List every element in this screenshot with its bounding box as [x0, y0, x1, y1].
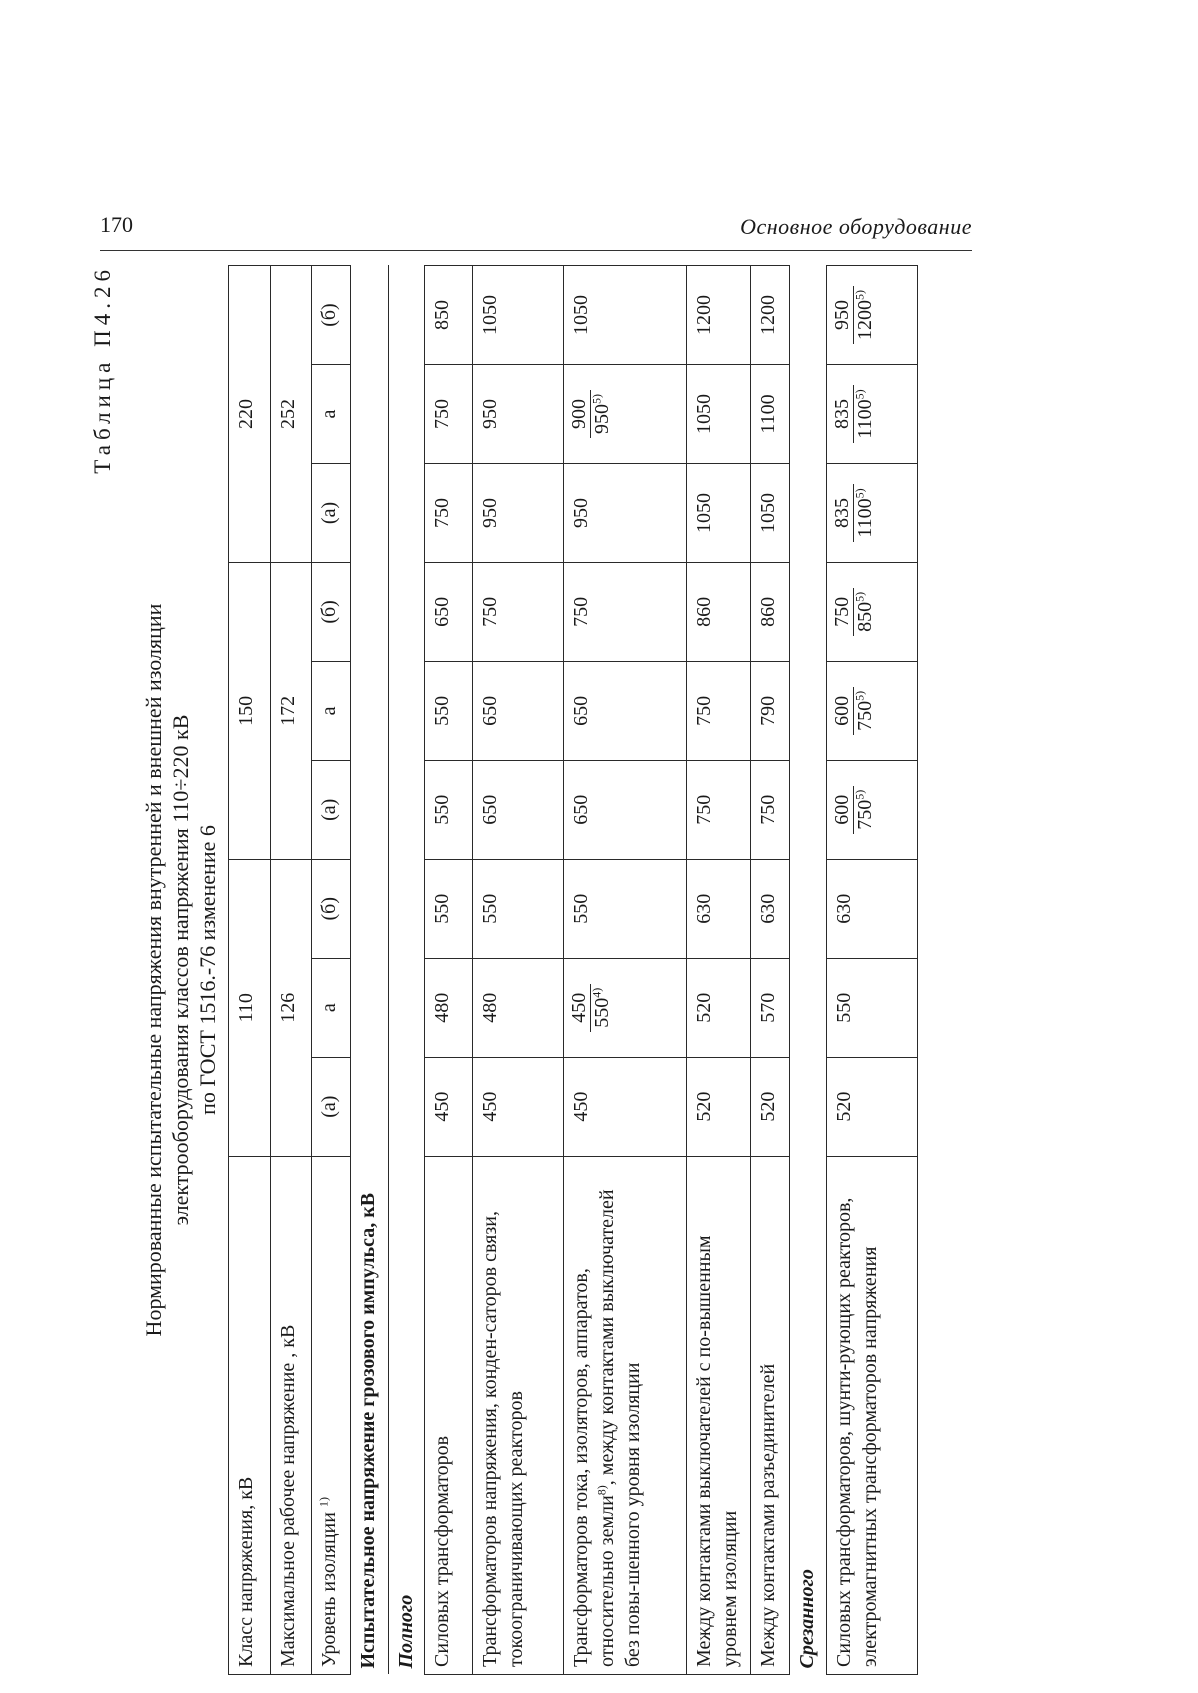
- fraction-numerator: 900: [568, 390, 591, 438]
- value-cell: 860: [686, 562, 750, 661]
- value-cell: 550: [564, 859, 686, 958]
- footnote-marker: 5): [851, 591, 866, 602]
- max-voltage-cell: 126: [270, 859, 312, 1156]
- row-label: Класс напряжения, кВ: [229, 1156, 271, 1674]
- fraction-denominator: 850$^{5)}$: [851, 591, 876, 632]
- row-label: [312, 1156, 351, 1674]
- table-row: [686, 266, 750, 1675]
- row-label: Между контактами выключателей с по-вышенным уровнем изоляции: [686, 1156, 750, 1674]
- fraction-denominator: 750$^{5)}$: [851, 690, 876, 731]
- fraction-denominator: 1200$^{5)}$: [851, 290, 876, 341]
- fraction-numerator: 600: [831, 687, 854, 735]
- fraction-value: [568, 390, 613, 438]
- value-cell: [564, 958, 686, 1057]
- value-cell: [826, 562, 917, 661]
- row-insulation-level: [312, 266, 351, 1675]
- row-label: Трансформаторов напряжения, конден-саторов связи, токоограничивающих реакторов: [472, 1156, 563, 1674]
- value-cell: 750: [750, 760, 789, 859]
- value-cell: 750: [686, 760, 750, 859]
- voltage-class-cell: 110: [229, 859, 271, 1156]
- value-cell: [826, 760, 917, 859]
- fraction-numerator: 600: [831, 786, 854, 834]
- voltage-class-cell: 150: [229, 562, 271, 859]
- fraction-numerator: 835: [831, 484, 854, 541]
- value-cell: 1050: [472, 266, 563, 365]
- value-cell: 950: [472, 464, 563, 563]
- page-header: [100, 208, 972, 251]
- row-section-title: [351, 266, 388, 1675]
- value-cell: 650: [564, 760, 686, 859]
- insulation-cell: (б): [312, 266, 351, 365]
- fraction-denominator: 950$^{5)}$: [589, 394, 614, 435]
- value-cell: [826, 661, 917, 760]
- value-cell: 750: [425, 365, 473, 464]
- value-cell: 450: [472, 1057, 563, 1156]
- value-cell: 550: [425, 859, 473, 958]
- insulation-cell: а: [312, 958, 351, 1057]
- footnote-marker: 5): [851, 488, 866, 499]
- max-voltage-cell: 252: [270, 266, 312, 563]
- value-cell: 550: [425, 661, 473, 760]
- running-title: Основное оборудование: [740, 214, 972, 239]
- footnote-marker: 5): [851, 389, 866, 400]
- value-cell: 750: [472, 562, 563, 661]
- fraction-value: [831, 286, 876, 344]
- value-cell: 1050: [564, 266, 686, 365]
- footnote-marker: 8): [594, 1485, 609, 1496]
- value-cell: 790: [750, 661, 789, 760]
- max-voltage-cell: 172: [270, 562, 312, 859]
- value-cell: [826, 266, 917, 365]
- value-cell: 630: [826, 859, 917, 958]
- caption-line: Нормированные испытательные напряжения внутренней и внешней изоляции: [141, 603, 166, 1337]
- fraction-value: [568, 984, 613, 1032]
- fraction-numerator: 750: [831, 588, 854, 636]
- norms-table: [228, 265, 918, 1675]
- fraction-denominator: 1100$^{5)}$: [851, 488, 876, 538]
- fraction-value: [831, 588, 876, 636]
- caption-line: по ГОСТ 1516.-76 изменение 6: [195, 825, 220, 1115]
- footnote-marker: 5): [851, 690, 866, 701]
- value-cell: [564, 365, 686, 464]
- row-label: [564, 1156, 686, 1674]
- value-cell: 480: [472, 958, 563, 1057]
- fraction-denominator: 750$^{5)}$: [851, 789, 876, 830]
- table-caption: [140, 275, 221, 1665]
- value-cell: 750: [564, 562, 686, 661]
- value-cell: 520: [686, 958, 750, 1057]
- value-cell: 480: [425, 958, 473, 1057]
- table-row: [425, 266, 473, 1675]
- value-cell: 650: [425, 562, 473, 661]
- row-subsection-chopped: [790, 266, 826, 1675]
- footnote-marker: 5): [851, 789, 866, 800]
- table-row: [564, 266, 686, 1675]
- value-cell: 1100: [750, 365, 789, 464]
- fraction-numerator: 950: [831, 286, 854, 344]
- value-cell: 1050: [750, 464, 789, 563]
- value-cell: 520: [826, 1057, 917, 1156]
- table-row: [472, 266, 563, 1675]
- section-title: Испытательное напряжение грозового импульса, кВ: [351, 266, 388, 1675]
- row-label: Силовых трансформаторов, шунти-рующих реакторов, электромагнитных трансформаторов напряжения: [826, 1156, 917, 1674]
- fraction-value: [831, 385, 876, 442]
- value-cell: 750: [686, 661, 750, 760]
- fraction-numerator: 450: [568, 984, 591, 1032]
- value-cell: 570: [750, 958, 789, 1057]
- footnote-marker: 4): [589, 987, 604, 998]
- voltage-class-cell: 220: [229, 266, 271, 563]
- subsection-full: Полного: [388, 266, 424, 1675]
- fraction-value: [831, 687, 876, 735]
- value-cell: 630: [750, 859, 789, 958]
- value-cell: [826, 464, 917, 563]
- value-cell: 1200: [686, 266, 750, 365]
- insulation-cell: (б): [312, 859, 351, 958]
- value-cell: 520: [750, 1057, 789, 1156]
- fraction-value: [831, 786, 876, 834]
- insulation-cell: (б): [312, 562, 351, 661]
- row-max-voltage: [270, 266, 312, 1675]
- insulation-cell: а: [312, 661, 351, 760]
- page-number: 170: [100, 212, 133, 237]
- value-cell: 1200: [750, 266, 789, 365]
- subsection-chopped: Срезанного: [790, 266, 826, 1675]
- value-cell: 950: [472, 365, 563, 464]
- value-cell: 650: [472, 661, 563, 760]
- value-cell: 950: [564, 464, 686, 563]
- value-cell: 550: [826, 958, 917, 1057]
- table-row: [750, 266, 789, 1675]
- value-cell: 1050: [686, 365, 750, 464]
- table-row: [826, 266, 917, 1675]
- value-cell: 750: [425, 464, 473, 563]
- caption-line: электрооборудования классов напряжения 110÷220 кВ: [168, 714, 193, 1226]
- value-cell: 550: [425, 760, 473, 859]
- value-cell: [826, 365, 917, 464]
- value-cell: 1050: [686, 464, 750, 563]
- insulation-cell: (а): [312, 464, 351, 563]
- value-cell: 520: [686, 1057, 750, 1156]
- insulation-cell: (а): [312, 1057, 351, 1156]
- value-cell: 860: [750, 562, 789, 661]
- fraction-value: [831, 484, 876, 541]
- row-label-text: Уровень изоляции: [318, 1512, 340, 1667]
- fraction-denominator: 1100$^{5)}$: [851, 389, 876, 439]
- value-cell: 850: [425, 266, 473, 365]
- value-cell: 450: [425, 1057, 473, 1156]
- value-cell: 650: [472, 760, 563, 859]
- fraction-numerator: 835: [831, 385, 854, 442]
- fraction-denominator: 550$^{4)}$: [589, 987, 614, 1028]
- table-label: Таблица П4.26: [90, 265, 115, 474]
- row-label-text: , между контактами выключателей без повы-шенного уровня изоляции: [596, 1189, 645, 1667]
- value-cell: 650: [564, 661, 686, 760]
- value-cell: 630: [686, 859, 750, 958]
- insulation-cell: (а): [312, 760, 351, 859]
- value-cell: 550: [472, 859, 563, 958]
- row-label-text: Трансформаторов тока, изоляторов, аппаратов, относительно земли: [570, 1268, 619, 1667]
- row-label: Между контактами разъединителей: [750, 1156, 789, 1674]
- insulation-cell: а: [312, 365, 351, 464]
- value-cell: 450: [564, 1057, 686, 1156]
- row-voltage-class: [229, 266, 271, 1675]
- footnote-marker: 1): [316, 1497, 331, 1508]
- footnote-marker: 5): [851, 290, 866, 301]
- row-label: Максимальное рабочее напряжение , кВ: [270, 1156, 312, 1674]
- rotated-table-block: [90, 265, 960, 1675]
- row-subsection-full: [388, 266, 424, 1675]
- row-label: Силовых трансформаторов: [425, 1156, 473, 1674]
- footnote-marker: 5): [589, 394, 604, 405]
